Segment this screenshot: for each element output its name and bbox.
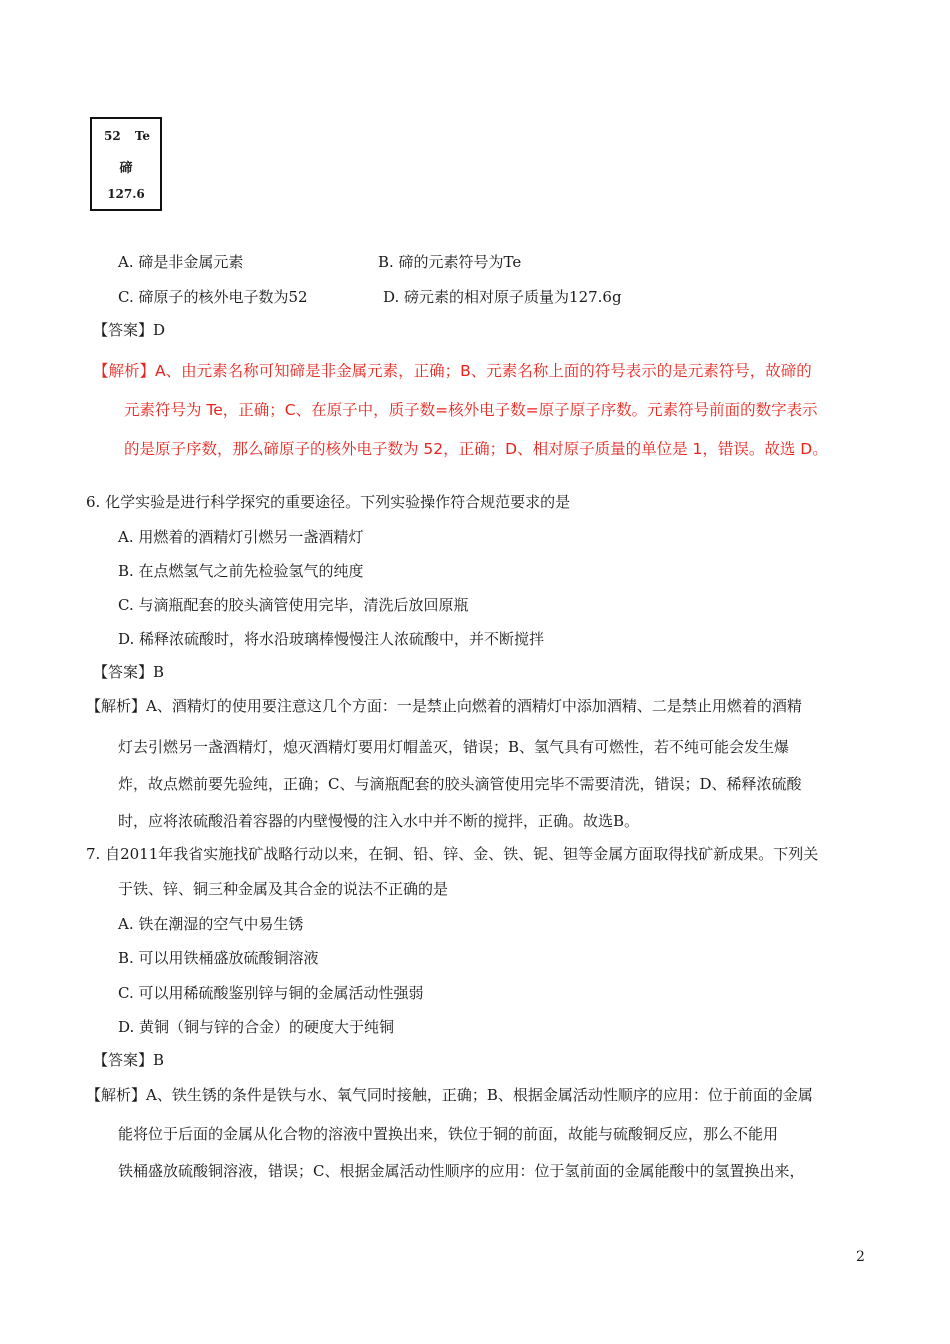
q5-option-d: D. 磅元素的相对原子质量为127.6g — [383, 288, 622, 306]
q5-option-c: C. 碲原子的核外电子数为52 — [118, 288, 308, 306]
element-symbol: Te — [134, 129, 150, 143]
q6-analysis-line-2: 灯去引燃另一盏酒精灯，熄灭酒精灯要用灯帽盖灭，错误；B、氢气具有可燃性，若不纯可能会发生爆 — [118, 738, 790, 756]
q7-option-a: A. 铁在潮湿的空气中易生锈 — [118, 915, 304, 933]
q6-answer: 【答案】B — [93, 663, 165, 681]
q5-analysis-line-1: 【解析】A、由元素名称可知碲是非金属元素，正确；B、元素名称上面的符号表示的是元素符号，故碲的 — [93, 362, 812, 380]
q6-stem: 6. 化学实验是进行科学探究的重要途径。下列实验操作符合规范要求的是 — [86, 493, 571, 511]
q7-analysis-line-2: 能将位于后面的金属从化合物的溶液中置换出来，铁位于铜的前面，故能与硫酸铜反应，那么不能用 — [118, 1125, 779, 1143]
element-name: 碲 — [119, 161, 133, 176]
q7-stem-line-1: 7. 自2011年我省实施找矿战略行动以来，在铜、铅、锌、金、铁、铌、钽等金属方面取得找矿新成果。下列关 — [86, 845, 819, 863]
atomic-mass: 127.6 — [107, 187, 145, 201]
q6-option-a: A. 用燃着的酒精灯引燃另一盏酒精灯 — [118, 528, 364, 546]
q5-option-a: A. 碲是非金属元素 — [118, 253, 244, 271]
page-number: 2 — [856, 1249, 865, 1265]
q6-option-c: C. 与滴瓶配套的胶头滴管使用完毕，清洗后放回原瓶 — [118, 596, 469, 614]
q6-analysis-line-3: 炸，故点燃前要先验纯，正确；C、与滴瓶配套的胶头滴管使用完毕不需要清洗，错误；D、稀释浓硫酸 — [118, 775, 802, 793]
q6-option-b: B. 在点燃氢气之前先检验氢气的纯度 — [118, 562, 364, 580]
q7-stem-line-2: 于铁、锌、铜三种金属及其合金的说法不正确的是 — [118, 880, 449, 898]
q7-analysis-line-3: 铁桶盛放硫酸铜溶液，错误；C、根据金属活动性顺序的应用：位于氢前面的金属能酸中的氢置换出来， — [118, 1162, 805, 1180]
atomic-number: 52 — [104, 129, 121, 143]
q5-analysis-line-3: 的是原子序数，那么碲原子的核外电子数为 52，正确；D、相对原子质量的单位是 1，错误。故选 D。 — [124, 440, 828, 458]
periodic-element-tile — [90, 117, 162, 211]
q7-answer: 【答案】B — [93, 1051, 165, 1069]
q6-option-d: D. 稀释浓硫酸时，将水沿玻璃棒慢慢注人浓硫酸中，并不断搅拌 — [118, 630, 545, 648]
q6-analysis-line-1: 【解析】A、酒精灯的使用要注意这几个方面：一是禁止向燃着的酒精灯中添加酒精、二是禁止用燃着的酒精 — [86, 697, 802, 715]
q5-analysis-line-2: 元素符号为 Te，正确；C、在原子中，质子数=核外电子数=原子原子序数。元素符号前面的数字表示 — [124, 401, 818, 419]
q5-answer: 【答案】D — [93, 321, 166, 339]
q5-option-b: B. 碲的元素符号为Te — [378, 253, 522, 271]
q6-analysis-line-4: 时，应将浓硫酸沿着容器的内壁慢慢的注入水中并不断的搅拌，正确。故选B。 — [118, 812, 640, 830]
q7-option-d: D. 黄铜（铜与锌的合金）的硬度大于纯铜 — [118, 1018, 395, 1036]
q7-option-b: B. 可以用铁桶盛放硫酸铜溶液 — [118, 949, 319, 967]
q7-analysis-line-1: 【解析】A、铁生锈的条件是铁与水、氧气同时接触，正确；B、根据金属活动性顺序的应用：位于前面的金属 — [86, 1086, 813, 1104]
q7-option-c: C. 可以用稀硫酸鉴别锌与铜的金属活动性强弱 — [118, 984, 424, 1002]
